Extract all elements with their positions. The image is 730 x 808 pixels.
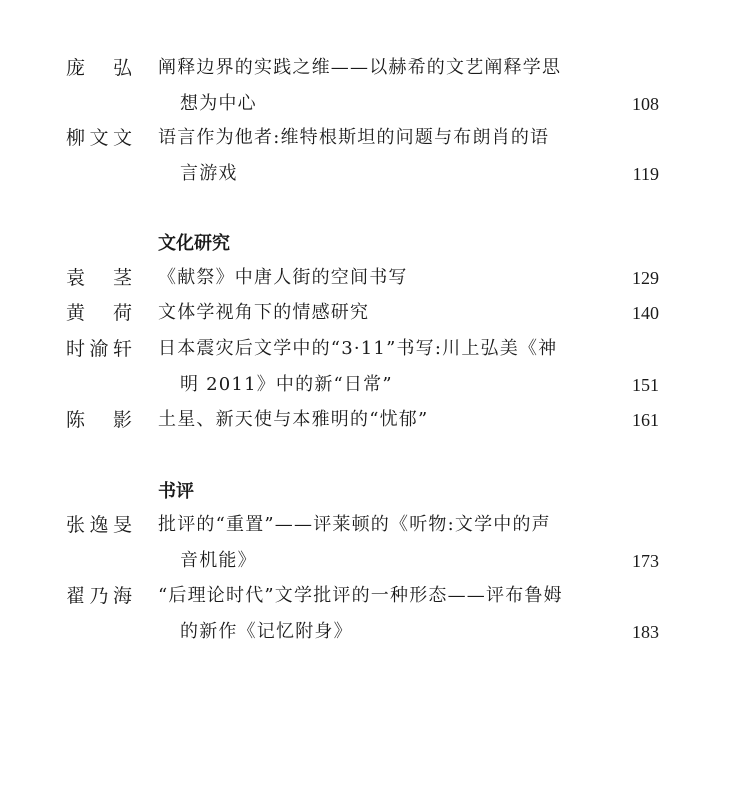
title-line-1: 《献祭》中唐人街的空间书写 [158,267,408,288]
title-line-2: 明 2011》中的新“日常” [180,374,393,395]
author-name: 庞 弘 [66,57,132,79]
section-heading: 文化研究 [158,233,230,254]
author-name: 柳文文 [66,127,132,149]
title-line-1: 日本震灾后文学中的“3·11”书写:川上弘美《神 [158,338,558,359]
title-line-1: 土星、新天使与本雅明的“忧郁” [158,409,429,430]
author-name: 陈 影 [66,409,132,431]
section-heading: 书评 [158,481,194,502]
author-name: 翟乃海 [66,585,132,607]
article-title [158,295,613,331]
author-name: 黄 荷 [66,302,132,324]
article-title [158,578,613,650]
author-name: 张逸旻 [66,514,132,536]
title-line-1: 批评的“重置”——评莱顿的《听物:文学中的声 [158,514,551,535]
page-number: 129 [632,268,659,288]
article-title [158,50,613,122]
page-number: 151 [632,375,659,395]
page-number: 140 [632,303,659,323]
title-line-1: 文体学视角下的情感研究 [158,302,370,323]
article-title [158,260,613,296]
page-number: 108 [632,94,659,114]
title-line-2: 音机能》 [180,550,257,571]
title-line-2: 言游戏 [180,163,238,184]
page-number: 119 [632,164,659,184]
page-number: 173 [632,551,659,571]
article-title [158,120,613,192]
article-title [158,507,613,579]
page-number: 183 [632,622,659,642]
author-name: 袁 茎 [66,267,132,289]
title-line-2: 想为中心 [180,93,257,114]
title-line-1: 语言作为他者:维特根斯坦的问题与布朗肖的语 [158,127,550,148]
author-name: 时渝轩 [66,338,132,360]
title-line-1: 阐释边界的实践之维——以赫希的文艺阐释学思 [158,57,562,78]
page-number: 161 [632,410,659,430]
title-line-2: 的新作《记忆附身》 [180,621,353,642]
article-title [158,331,613,403]
article-title [158,402,613,438]
title-line-1: “后理论时代”文学批评的一种形态——评布鲁姆 [158,585,563,606]
